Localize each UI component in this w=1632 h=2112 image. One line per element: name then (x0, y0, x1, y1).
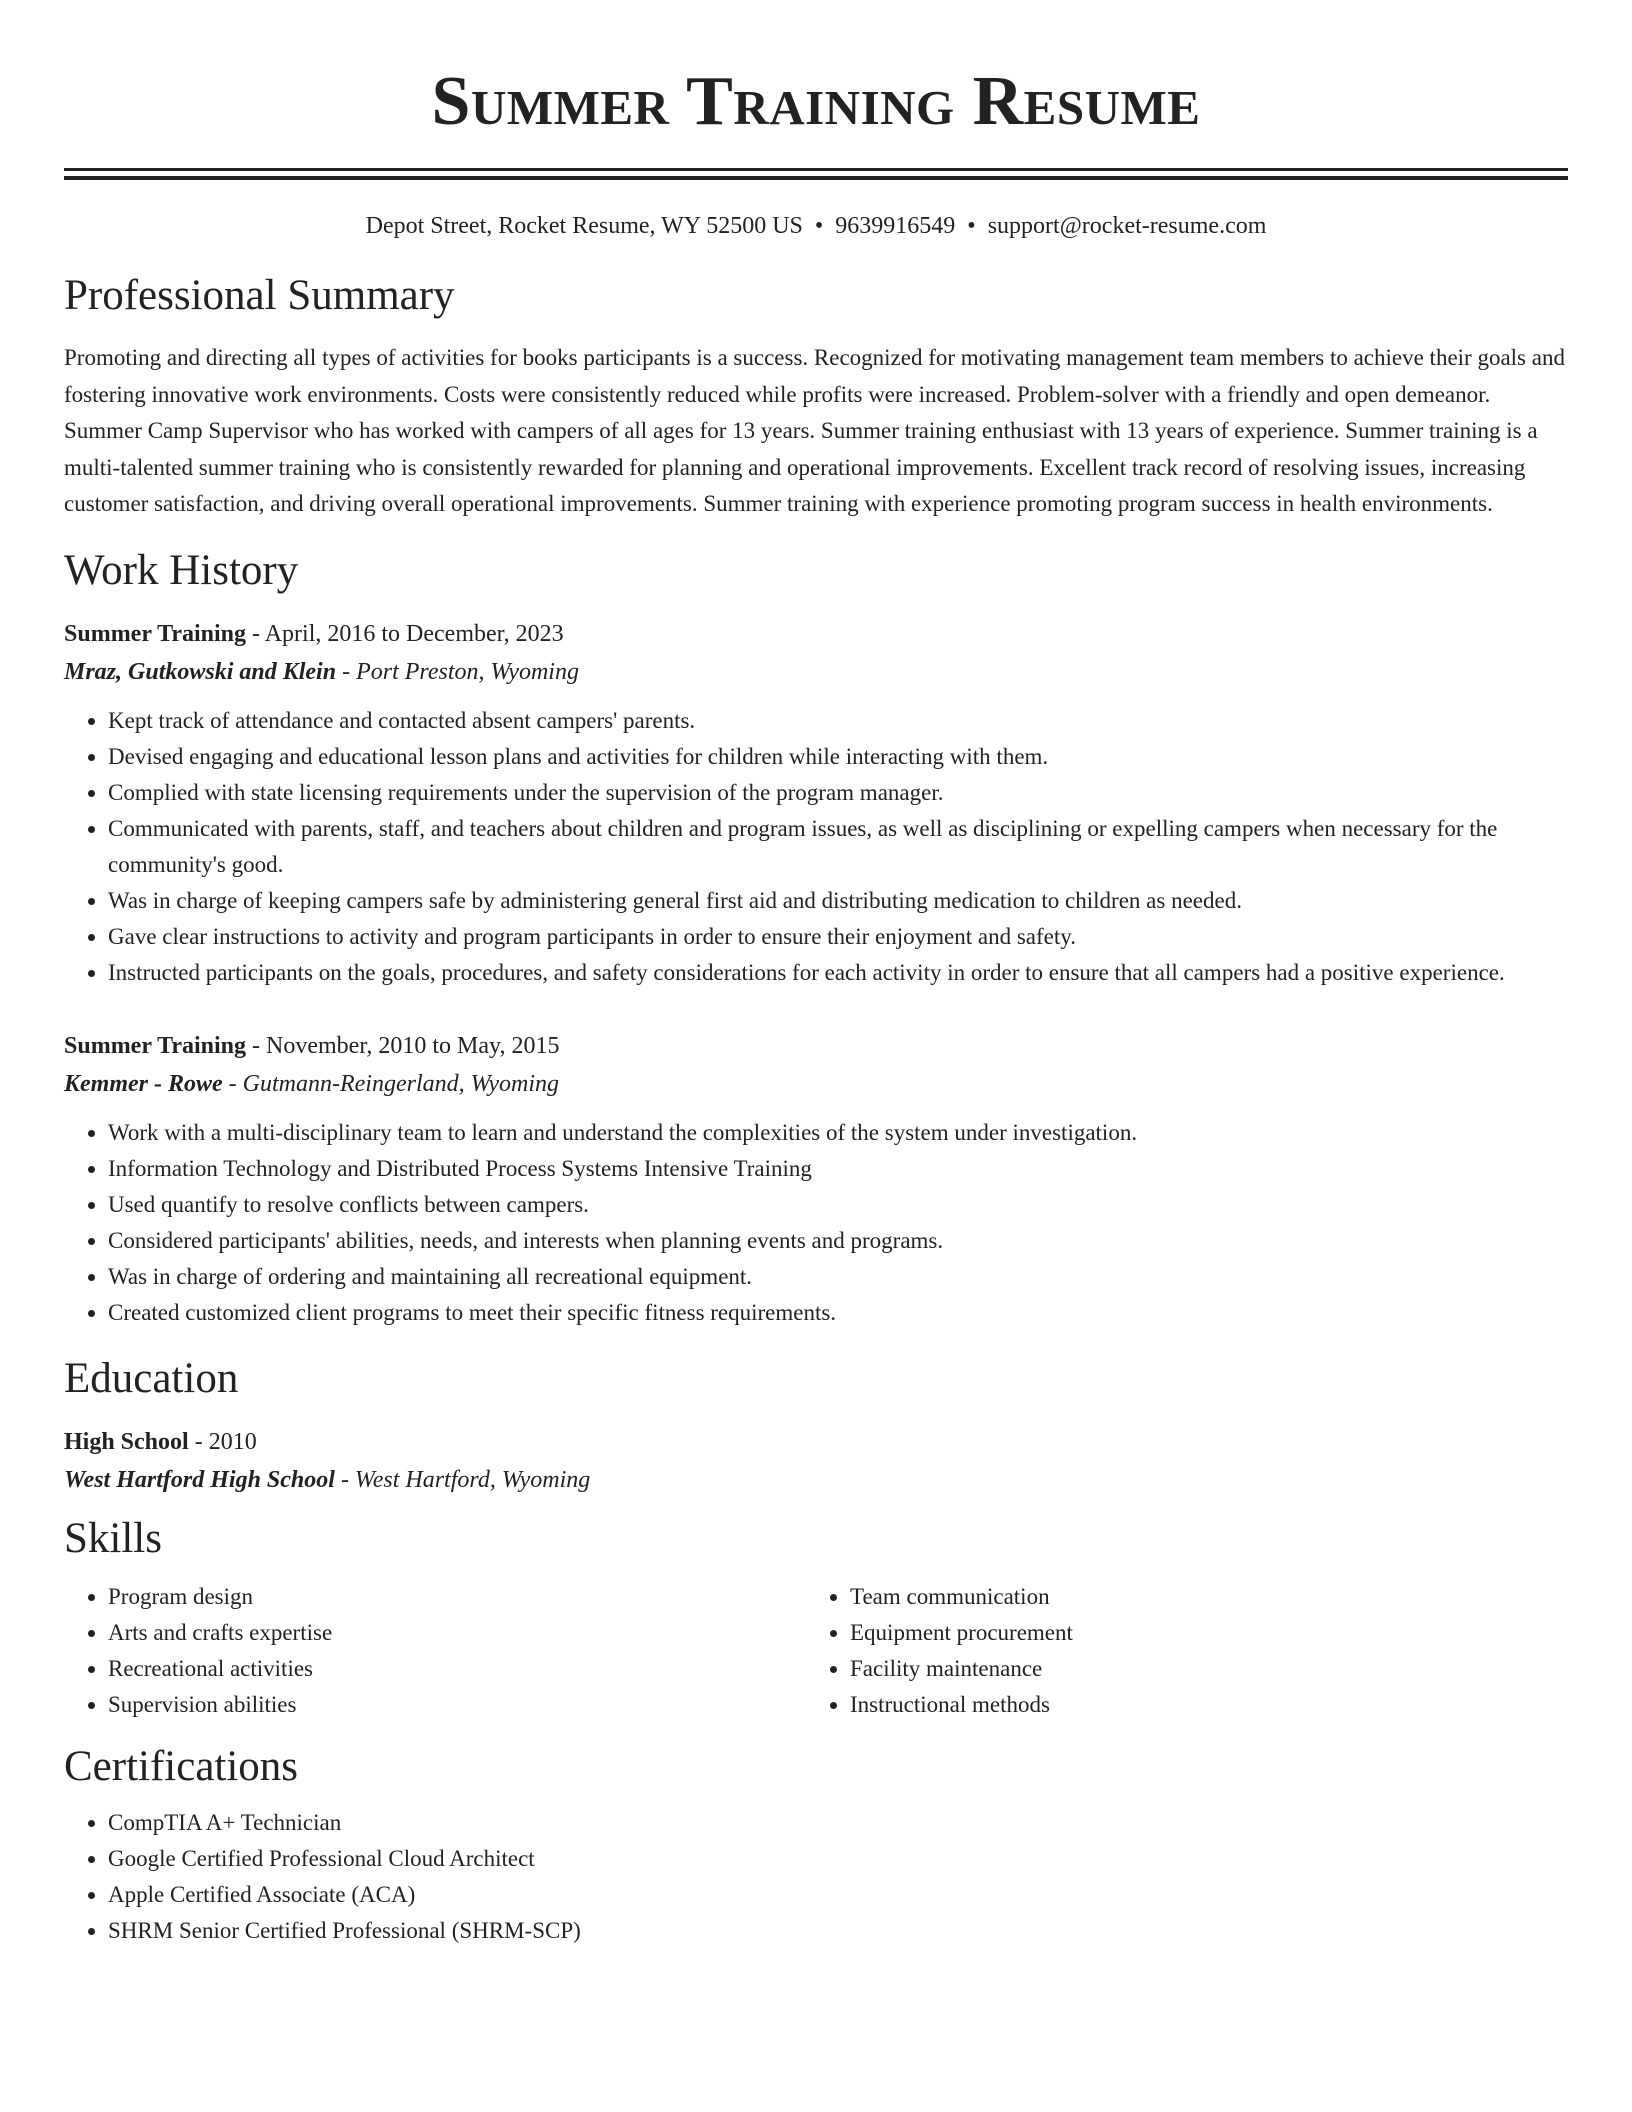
job-entry (64, 615, 1568, 991)
contact-email: support@rocket-resume.com (987, 213, 1267, 239)
skills-heading: Skills (64, 1514, 162, 1562)
skills-section (64, 1513, 1568, 1723)
certifications-list (64, 1805, 1568, 1949)
job-company-line (64, 653, 1568, 691)
job-dates: - April, 2016 to December, 2023 (246, 620, 564, 647)
certification-item: • SHRM Senior Certified Professional (SHRM-SCP) (108, 1913, 1568, 1949)
job-bullets (64, 1115, 1568, 1331)
education-year: - 2010 (188, 1428, 257, 1455)
job-entry (64, 1027, 1568, 1331)
certification-item: • Apple Certified Associate (ACA) (108, 1877, 1568, 1913)
certification-item: • Google Certified Professional Cloud Architect (108, 1841, 1568, 1877)
job-dates: - November, 2010 to May, 2015 (246, 1032, 560, 1059)
job-bullet: • Created customized client programs to meet their specific fitness requirements. (108, 1295, 1568, 1331)
job-bullet: • Information Technology and Distributed Process Systems Intensive Training (108, 1151, 1568, 1187)
contact-separator: • (967, 213, 976, 239)
skill-item: • Equipment procurement (850, 1615, 1548, 1651)
education-school-line (64, 1461, 1568, 1499)
job-bullet: • Communicated with parents, staff, and teachers about children and program issues, as well as disciplining or expelling campers when necessary for the community's good. (108, 811, 1568, 883)
education-school: West Hartford High School (64, 1466, 335, 1493)
skill-item: • Recreational activities (108, 1651, 806, 1687)
work-history-section (64, 545, 1568, 1331)
skills-column-left (64, 1579, 806, 1723)
resume-page (64, 0, 1568, 1949)
job-bullet: • Was in charge of keeping campers safe by administering general first aid and distributing medication to children as needed. (108, 883, 1568, 919)
contact-line (64, 210, 1568, 242)
summary-section (64, 270, 1568, 523)
contact-phone: 9639916549 (835, 213, 956, 239)
job-bullet: • Considered participants' abilities, needs, and interests when planning events and programs. (108, 1223, 1568, 1259)
job-title-line (64, 615, 1568, 653)
education-heading: Education (64, 1354, 239, 1402)
skills-grid (64, 1579, 1568, 1723)
job-bullet: • Was in charge of ordering and maintaining all recreational equipment. (108, 1259, 1568, 1295)
skill-item: • Facility maintenance (850, 1651, 1548, 1687)
summary-heading: Professional Summary (64, 272, 455, 319)
skill-item: • Team communication (850, 1579, 1548, 1615)
skill-item: • Instructional methods (850, 1687, 1548, 1723)
job-bullet: • Kept track of attendance and contacted absent campers' parents. (108, 703, 1568, 739)
job-title: Summer Training (64, 620, 247, 647)
education-entry (64, 1423, 1568, 1499)
skill-item: • Supervision abilities (108, 1687, 806, 1723)
resume-title: Summer Training Resume (431, 63, 1201, 140)
job-location: - Port Preston, Wyoming (336, 658, 579, 685)
skill-item: • Program design (108, 1579, 806, 1615)
summary-text: Promoting and directing all types of activities for books participants is a success. Recognized for motivating management team members to achieve their goals and fostering innovative work environments. Costs were consistently reduced while profits were increased. Problem-solver with a friendly and open demeanor. Summer Camp Supervisor who has worked with campers of all ages for 13 years. Summer training enthusiast with 13 years of experience. Summer training is a multi-talented summer training who is consistently rewarded for planning and operational improvements. Excellent track record of resolving issues, increasing customer satisfaction, and driving overall operational improvements. Summer training with experience promoting program success in health environments. (64, 345, 1565, 516)
job-bullet: • Work with a multi-disciplinary team to learn and understand the complexities of the system under investigation. (108, 1115, 1568, 1151)
certifications-section (64, 1741, 1568, 1949)
job-title-line (64, 1027, 1568, 1065)
job-title: Summer Training (64, 1032, 247, 1059)
job-bullet: • Instructed participants on the goals, procedures, and safety considerations for each activity in order to ensure that all campers had a positive experience. (108, 955, 1568, 991)
skill-item: • Arts and crafts expertise (108, 1615, 806, 1651)
education-degree-line (64, 1423, 1568, 1461)
certifications-heading: Certifications (64, 1742, 299, 1790)
education-section (64, 1353, 1568, 1499)
job-bullet: • Complied with state licensing requirements under the supervision of the program manager. (108, 775, 1568, 811)
job-company: Kemmer - Rowe (64, 1070, 223, 1097)
job-bullet: • Devised engaging and educational lesson plans and activities for children while interacting with them. (108, 739, 1568, 775)
job-bullet: • Gave clear instructions to activity and program participants in order to ensure their enjoyment and safety. (108, 919, 1568, 955)
contact-address: Depot Street, Rocket Resume, WY 52500 US (365, 213, 803, 239)
title-divider (64, 168, 1568, 180)
job-bullets (64, 703, 1568, 991)
education-degree: High School (64, 1428, 189, 1455)
skills-column-right (806, 1579, 1548, 1723)
job-bullet: • Used quantify to resolve conflicts between campers. (108, 1187, 1568, 1223)
job-company-line (64, 1065, 1568, 1103)
job-company: Mraz, Gutkowski and Klein (64, 658, 337, 685)
education-location: - West Hartford, Wyoming (334, 1466, 591, 1493)
job-location: - Gutmann-Reingerland, Wyoming (222, 1070, 560, 1097)
work-history-heading: Work History (64, 546, 299, 594)
certification-item: • CompTIA A+ Technician (108, 1805, 1568, 1841)
contact-separator: • (814, 213, 824, 239)
